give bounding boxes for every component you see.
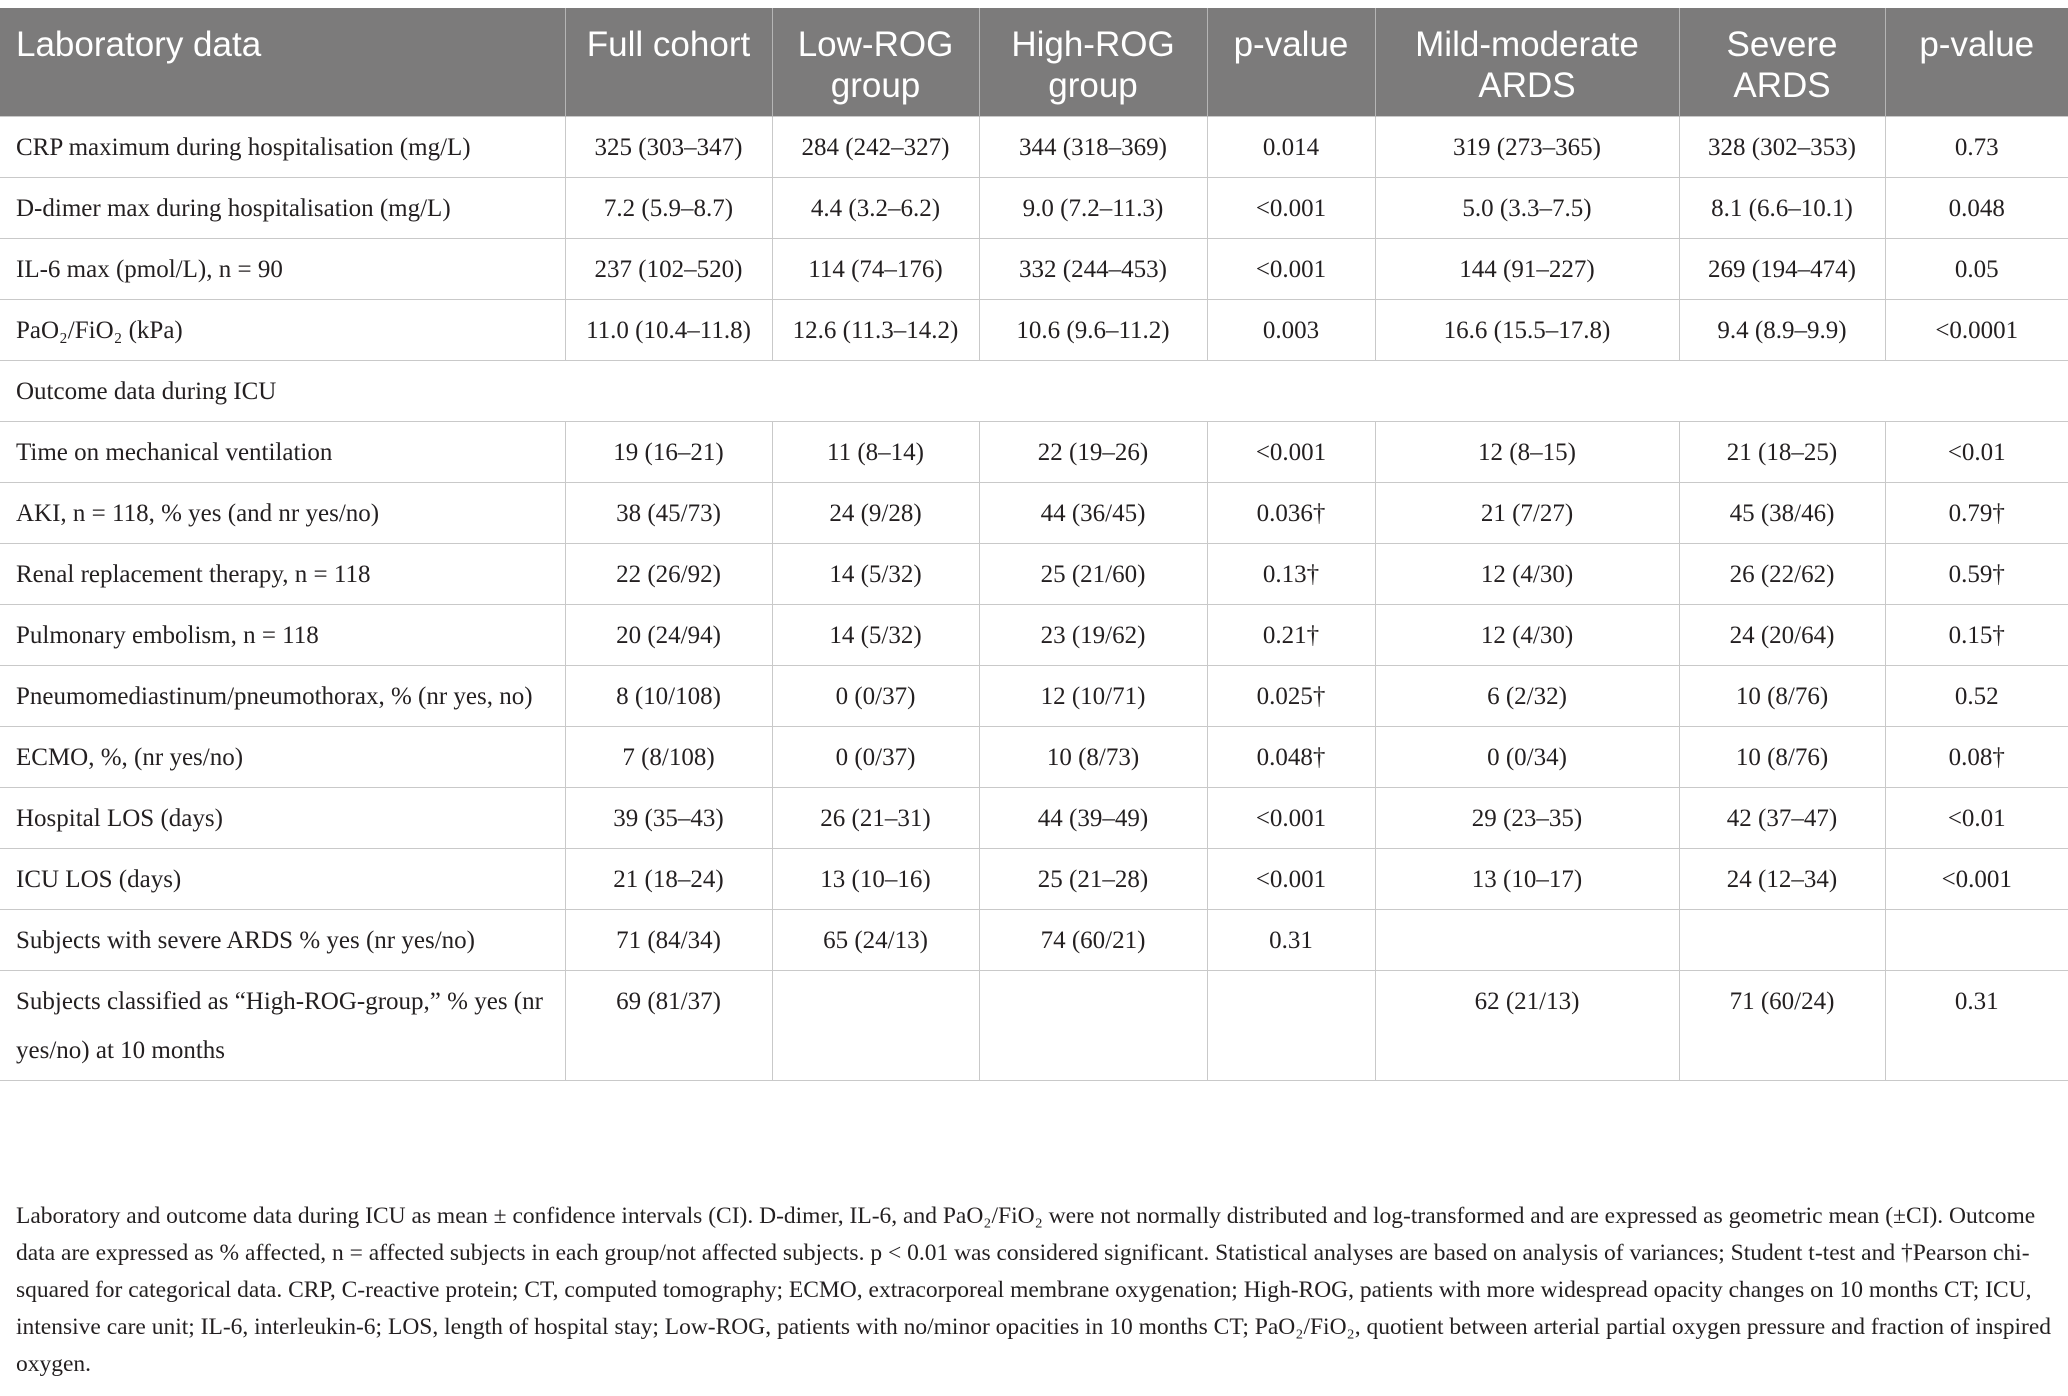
table-cell: 0.31 xyxy=(1885,971,2068,1081)
table-cell: 269 (194–474) xyxy=(1679,239,1885,300)
row-label-cell: ECMO, %, (nr yes/no) xyxy=(0,727,565,788)
table-cell xyxy=(1885,910,2068,971)
table-body xyxy=(0,117,2068,1081)
table-cell: 23 (19/62) xyxy=(979,605,1207,666)
header-p-value-rog: p-value xyxy=(1207,8,1375,117)
table-cell: 25 (21–28) xyxy=(979,849,1207,910)
table-cell: 19 (16–21) xyxy=(565,422,772,483)
table-cell: 13 (10–16) xyxy=(772,849,979,910)
laboratory-outcome-table xyxy=(0,8,2068,1081)
row-label-cell: Hospital LOS (days) xyxy=(0,788,565,849)
table-row xyxy=(0,788,2068,849)
row-label-cell: IL-6 max (pmol/L), n = 90 xyxy=(0,239,565,300)
table-cell: 12 (10/71) xyxy=(979,666,1207,727)
table-cell: 21 (18–24) xyxy=(565,849,772,910)
table-cell: 29 (23–35) xyxy=(1375,788,1679,849)
table-row xyxy=(0,178,2068,239)
table-cell xyxy=(1375,910,1679,971)
table-cell: 8 (10/108) xyxy=(565,666,772,727)
table-row xyxy=(0,727,2068,788)
table-cell: 325 (303–347) xyxy=(565,117,772,178)
row-label-cell: AKI, n = 118, % yes (and nr yes/no) xyxy=(0,483,565,544)
table-row xyxy=(0,483,2068,544)
table-cell: 4.4 (3.2–6.2) xyxy=(772,178,979,239)
table-cell: 20 (24/94) xyxy=(565,605,772,666)
table-cell: 21 (7/27) xyxy=(1375,483,1679,544)
row-label-cell: Pulmonary embolism, n = 118 xyxy=(0,605,565,666)
table-cell: 22 (26/92) xyxy=(565,544,772,605)
table-row xyxy=(0,117,2068,178)
table-cell: 0.21† xyxy=(1207,605,1375,666)
table-cell: 10.6 (9.6–11.2) xyxy=(979,300,1207,361)
header-laboratory-data: Laboratory data xyxy=(0,8,565,117)
table-cell: 25 (21/60) xyxy=(979,544,1207,605)
table-cell: 5.0 (3.3–7.5) xyxy=(1375,178,1679,239)
table-cell: 284 (242–327) xyxy=(772,117,979,178)
table-cell: 0.036† xyxy=(1207,483,1375,544)
table-cell: 0.08† xyxy=(1885,727,2068,788)
table-cell: 39 (35–43) xyxy=(565,788,772,849)
table-cell: 319 (273–365) xyxy=(1375,117,1679,178)
table-cell: 21 (18–25) xyxy=(1679,422,1885,483)
row-label-cell: ICU LOS (days) xyxy=(0,849,565,910)
table-cell: 26 (21–31) xyxy=(772,788,979,849)
row-label-cell: Time on mechanical ventilation xyxy=(0,422,565,483)
table-cell: 74 (60/21) xyxy=(979,910,1207,971)
table-cell: 0.52 xyxy=(1885,666,2068,727)
table-cell: 0.025† xyxy=(1207,666,1375,727)
table-cell: 26 (22/62) xyxy=(1679,544,1885,605)
table-cell: 12.6 (11.3–14.2) xyxy=(772,300,979,361)
table-cell: <0.001 xyxy=(1207,178,1375,239)
table-cell: 45 (38/46) xyxy=(1679,483,1885,544)
table-cell: 42 (37–47) xyxy=(1679,788,1885,849)
table-cell: 22 (19–26) xyxy=(979,422,1207,483)
header-mild-moderate-ards: Mild-moderate ARDS xyxy=(1375,8,1679,117)
table-cell: 0.014 xyxy=(1207,117,1375,178)
table-cell: <0.001 xyxy=(1885,849,2068,910)
table-cell: 0.73 xyxy=(1885,117,2068,178)
header-row xyxy=(0,8,2068,117)
row-label-cell: Subjects classified as “High-ROG-group,” % yes (nr yes/no) at 10 months xyxy=(0,971,565,1081)
table-cell: 0.048 xyxy=(1885,178,2068,239)
table-cell: 38 (45/73) xyxy=(565,483,772,544)
table-cell: 13 (10–17) xyxy=(1375,849,1679,910)
table-row xyxy=(0,605,2068,666)
table-cell: 0.79† xyxy=(1885,483,2068,544)
header-low-rog-group: Low-ROG group xyxy=(772,8,979,117)
table-header xyxy=(0,8,2068,117)
table-cell: 12 (8–15) xyxy=(1375,422,1679,483)
table-cell: 0.003 xyxy=(1207,300,1375,361)
table-cell: 9.4 (8.9–9.9) xyxy=(1679,300,1885,361)
table-cell: 24 (9/28) xyxy=(772,483,979,544)
table-cell: <0.001 xyxy=(1207,239,1375,300)
table-cell: 328 (302–353) xyxy=(1679,117,1885,178)
table-cell: 12 (4/30) xyxy=(1375,605,1679,666)
table-cell: 11.0 (10.4–11.8) xyxy=(565,300,772,361)
table-row xyxy=(0,300,2068,361)
table-cell: 12 (4/30) xyxy=(1375,544,1679,605)
table-row xyxy=(0,361,2068,422)
table-cell: <0.0001 xyxy=(1885,300,2068,361)
table-footnote: Laboratory and outcome data during ICU as mean ± confidence intervals (CI). D-dimer, IL-6, and PaO₂/FiO₂ were not normally distributed and log-transformed and are expressed as geometric mean (±CI). Outcome data are expressed as % affected, n = affected subjects in each group/not affected subjects. p < 0.01 was considered significant. Statistical analyses are based on analysis of variances; Student t-test and †Pearson chi-squared for categorical data. CRP, C-reactive protein; CT, computed tomography; ECMO, extracorporeal membrane oxygenation; High-ROG, patients with more widespread opacity changes on 10 months CT; ICU, intensive care unit; IL-6, interleukin-6; LOS, length of hospital stay; Low-ROG, patients with no/minor opacities in 10 months CT; PaO₂/FiO₂, quotient between arterial partial oxygen pressure and fraction of inspired oxygen. xyxy=(16,1203,2051,1377)
table-cell: <0.001 xyxy=(1207,849,1375,910)
table-row xyxy=(0,910,2068,971)
table-cell: 0.13† xyxy=(1207,544,1375,605)
row-label-cell: Pneumomediastinum/pneumothorax, % (nr yes, no) xyxy=(0,666,565,727)
table-cell: 0.15† xyxy=(1885,605,2068,666)
table-row xyxy=(0,666,2068,727)
header-p-value-ards: p-value xyxy=(1885,8,2068,117)
table-cell: 24 (20/64) xyxy=(1679,605,1885,666)
row-label-cell: Renal replacement therapy, n = 118 xyxy=(0,544,565,605)
table-row xyxy=(0,971,2068,1081)
header-high-rog-group: High-ROG group xyxy=(979,8,1207,117)
table-cell: 44 (39–49) xyxy=(979,788,1207,849)
table-cell: 144 (91–227) xyxy=(1375,239,1679,300)
table-cell: 10 (8/73) xyxy=(979,727,1207,788)
table-cell: 9.0 (7.2–11.3) xyxy=(979,178,1207,239)
table-cell: <0.01 xyxy=(1885,422,2068,483)
table-cell: 114 (74–176) xyxy=(772,239,979,300)
table-row xyxy=(0,239,2068,300)
row-label-cell: Subjects with severe ARDS % yes (nr yes/no) xyxy=(0,910,565,971)
table-cell: 8.1 (6.6–10.1) xyxy=(1679,178,1885,239)
table-cell: 0.59† xyxy=(1885,544,2068,605)
table-cell: 14 (5/32) xyxy=(772,544,979,605)
row-label-cell: CRP maximum during hospitalisation (mg/L) xyxy=(0,117,565,178)
table-cell: 16.6 (15.5–17.8) xyxy=(1375,300,1679,361)
table-cell xyxy=(979,971,1207,1081)
table-cell: <0.001 xyxy=(1207,422,1375,483)
row-label-cell: D-dimer max during hospitalisation (mg/L) xyxy=(0,178,565,239)
table-cell: 65 (24/13) xyxy=(772,910,979,971)
table-cell: 69 (81/37) xyxy=(565,971,772,1081)
table-cell: <0.001 xyxy=(1207,788,1375,849)
table-cell: 7.2 (5.9–8.7) xyxy=(565,178,772,239)
table-cell: 71 (84/34) xyxy=(565,910,772,971)
table-row xyxy=(0,422,2068,483)
table-cell: 6 (2/32) xyxy=(1375,666,1679,727)
table-cell: 344 (318–369) xyxy=(979,117,1207,178)
table-cell: 237 (102–520) xyxy=(565,239,772,300)
table-cell xyxy=(1207,971,1375,1081)
table-cell: 62 (21/13) xyxy=(1375,971,1679,1081)
section-heading-cell: Outcome data during ICU xyxy=(0,361,2068,422)
header-full-cohort: Full cohort xyxy=(565,8,772,117)
table-cell: 10 (8/76) xyxy=(1679,727,1885,788)
header-severe-ards: Severe ARDS xyxy=(1679,8,1885,117)
table-cell: 0 (0/34) xyxy=(1375,727,1679,788)
table-cell: 0.05 xyxy=(1885,239,2068,300)
table-row xyxy=(0,544,2068,605)
table-cell: 0.048† xyxy=(1207,727,1375,788)
table-cell: 10 (8/76) xyxy=(1679,666,1885,727)
table-cell: 0 (0/37) xyxy=(772,727,979,788)
table-cell: 332 (244–453) xyxy=(979,239,1207,300)
table-cell: 11 (8–14) xyxy=(772,422,979,483)
row-label-cell: PaO₂/FiO₂ (kPa) xyxy=(0,300,565,361)
table-cell: 0.31 xyxy=(1207,910,1375,971)
table-row xyxy=(0,849,2068,910)
table-cell: 14 (5/32) xyxy=(772,605,979,666)
table-cell: <0.01 xyxy=(1885,788,2068,849)
table-cell xyxy=(1679,910,1885,971)
table-cell: 24 (12–34) xyxy=(1679,849,1885,910)
table-cell: 0 (0/37) xyxy=(772,666,979,727)
table-cell: 44 (36/45) xyxy=(979,483,1207,544)
table-cell: 71 (60/24) xyxy=(1679,971,1885,1081)
table-cell: 7 (8/108) xyxy=(565,727,772,788)
table-cell xyxy=(772,971,979,1081)
